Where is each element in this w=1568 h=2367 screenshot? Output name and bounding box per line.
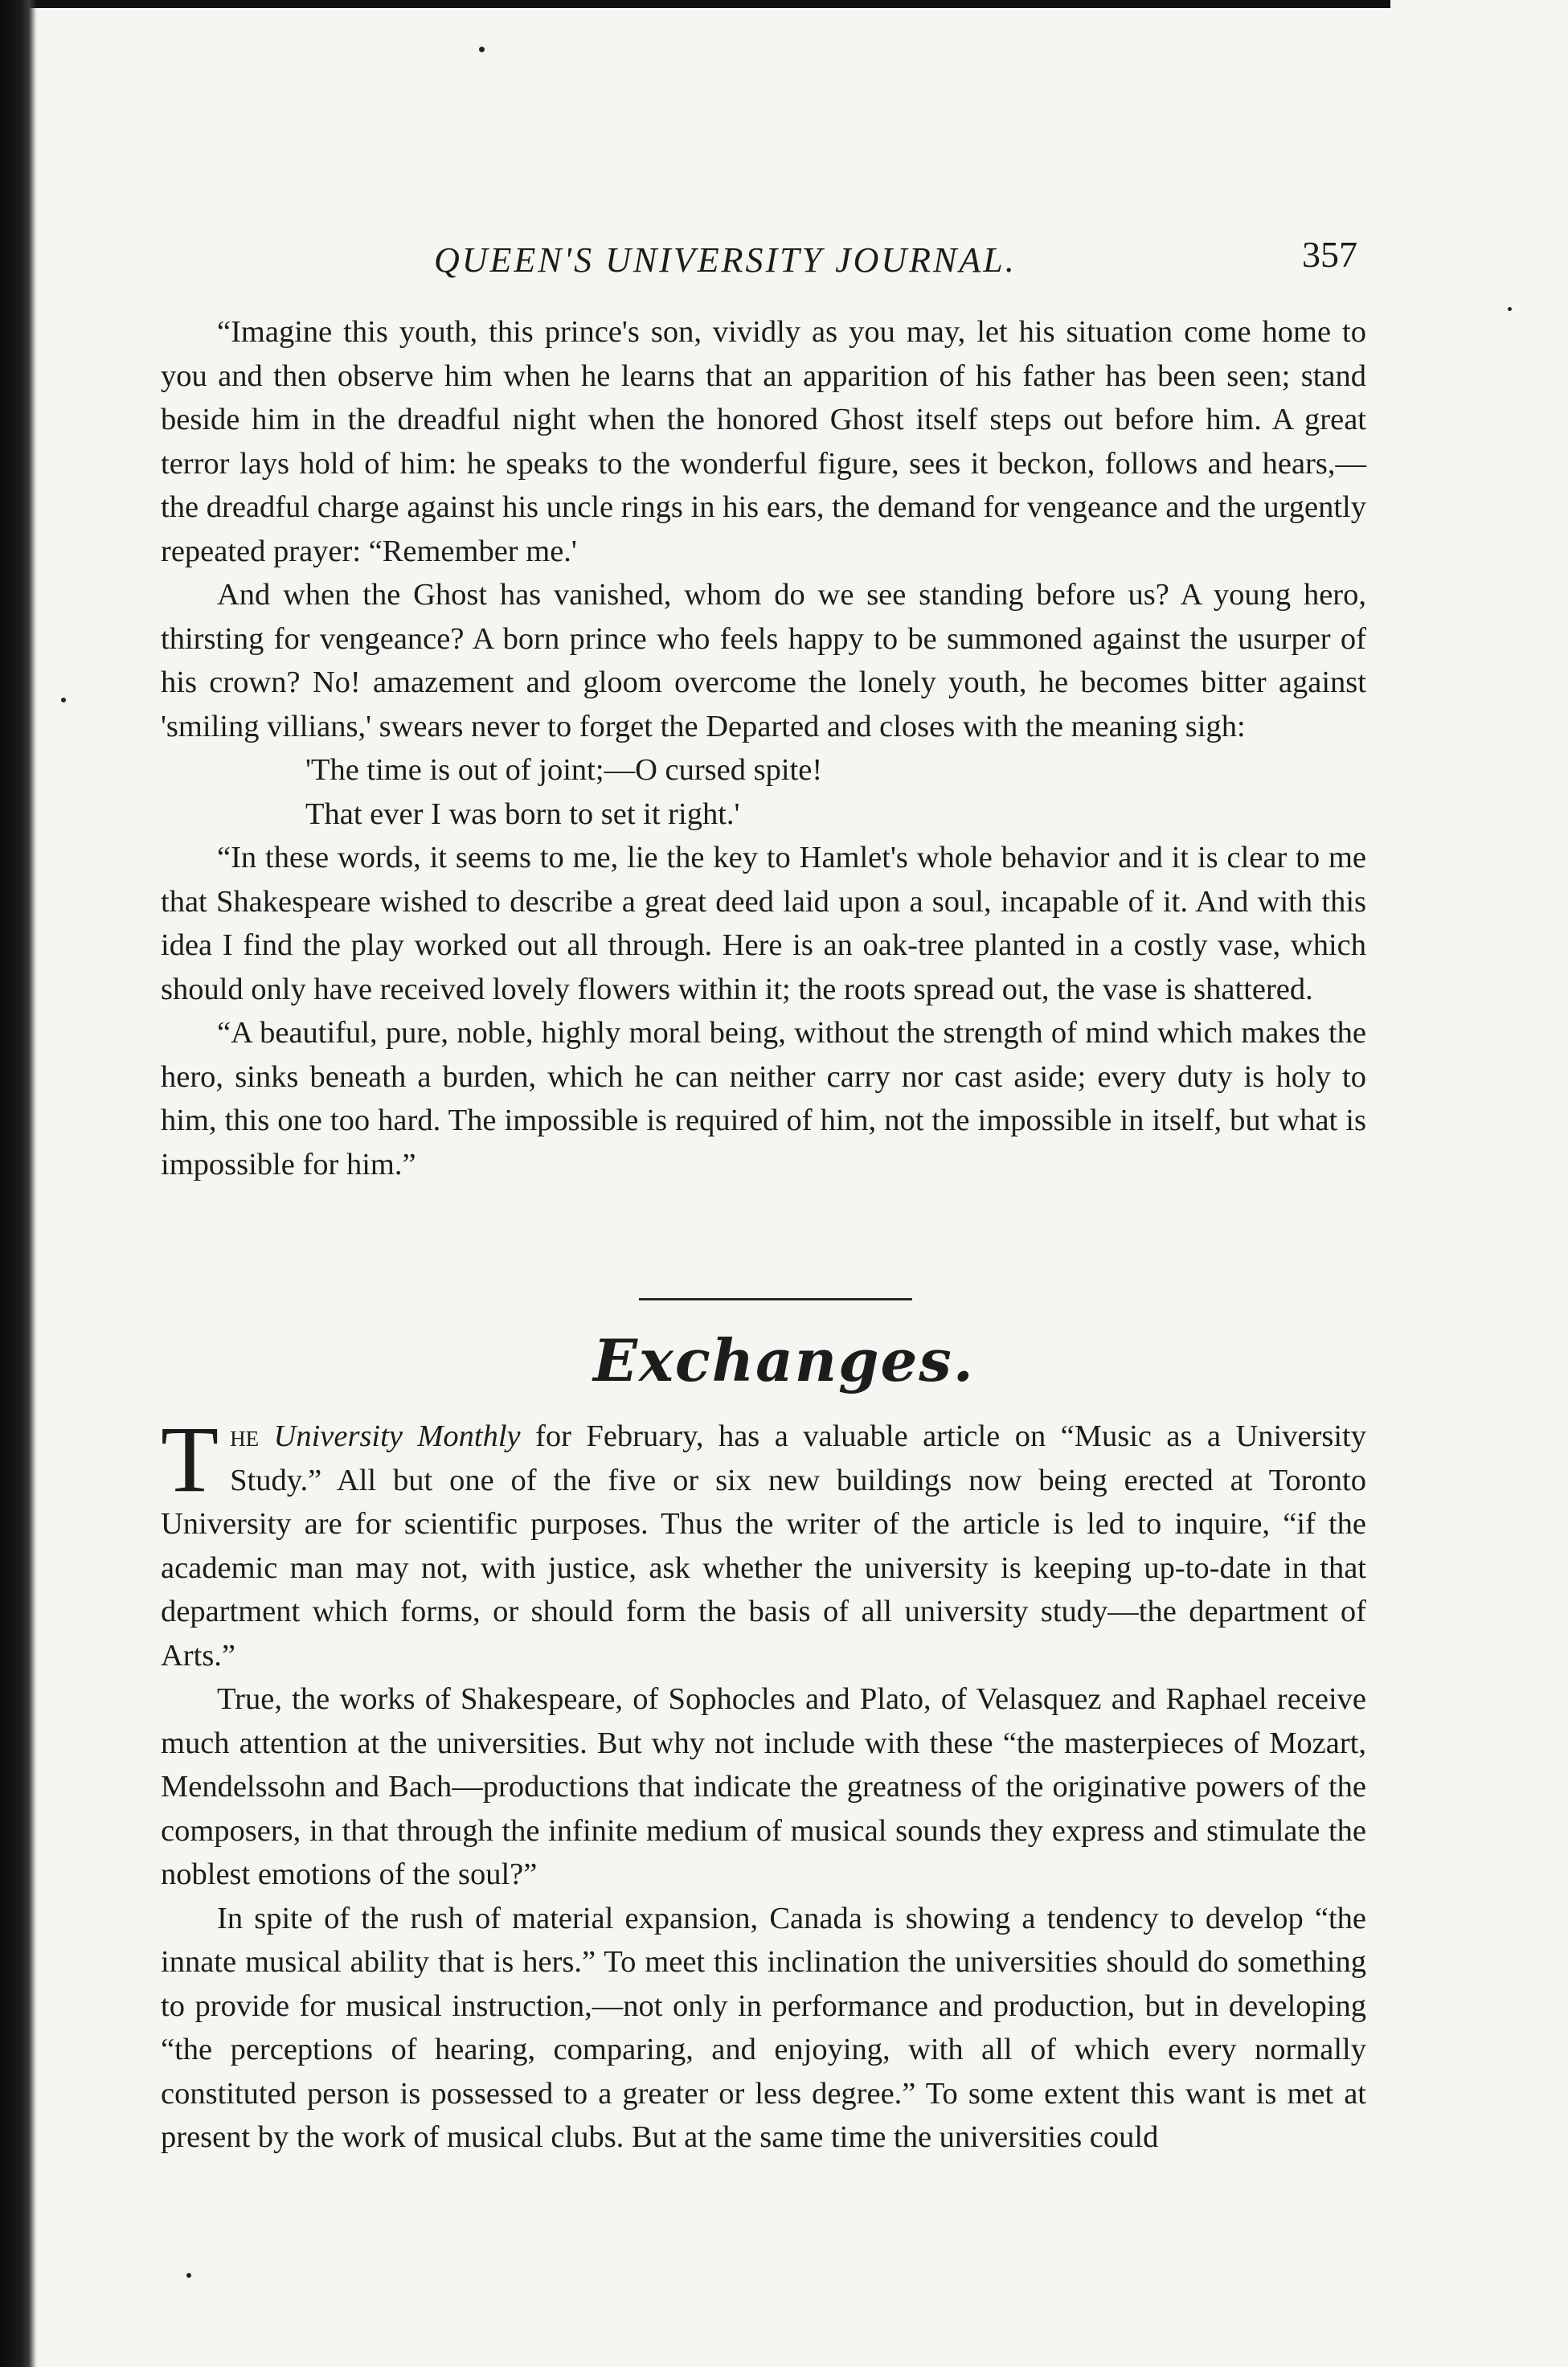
verse-line: That ever I was born to set it right.' (305, 797, 740, 831)
scan-speck (1508, 307, 1512, 311)
lead-paragraph (161, 1407, 1366, 1677)
scan-speck (61, 698, 66, 702)
journal-title: University Monthly (273, 1419, 521, 1453)
scan-speck (479, 47, 485, 52)
page-number: 357 (1302, 234, 1357, 275)
paragraph: True, the works of Shakespeare, of Sophocles and Plato, of Velasquez and Raphael receive much attention at the universities. But why not include with these “the masterpieces of Mozart, Mendelssohn and Bach—productions that indicate the greatness of the originative powers of the composers, in that through the infinite medium of musical sounds they express and stimulate the noblest emotions of the soul?” (161, 1682, 1366, 1891)
section-title-exchanges: Exchanges. (593, 1326, 975, 1394)
hamlet-passage (161, 310, 1366, 1186)
scan-binding-shadow (0, 0, 37, 2367)
running-title: QUEEN'S UNIVERSITY JOURNAL. (434, 240, 1017, 280)
paragraph: “A beautiful, pure, noble, highly moral being, without the strength of mind which makes the hero, sinks beneath a burden, which he can neither carry nor cast aside; every duty is holy to him, this one too hard. The impossible is required of him, not the impossible in itself, but what is impossible for him.” (161, 1016, 1366, 1181)
verse-line: 'The time is out of joint;—O cursed spite! (305, 753, 823, 787)
section-divider (639, 1298, 912, 1300)
scan-speck (186, 2273, 191, 2278)
drop-cap: T (161, 1407, 219, 1512)
exchanges-section (161, 1407, 1366, 2160)
paragraph: In spite of the rush of material expansion, Canada is showing a tendency to develop “the innate musical ability that is hers.” To meet this inclination the universities should do something to provide for musical instruction,—not only in performance and production, but in developing “the perceptions of hearing, comparing, and enjoying, with all of which every normally constituted person is possessed to a greater or less degree.” To some extent this want is met at present by the work of musical clubs. But at the same time the universities could (161, 1901, 1366, 2154)
paragraph: “In these words, it seems to me, lie the key to Hamlet's whole behavior and it is clear to me that Shakespeare wished to describe a great deed laid upon a soul, incapable of it. And with this idea I find the play worked out all through. Here is an oak-tree planted in a costly vase, which should only have received lovely flowers within it; the roots spread out, the vase is shattered. (161, 841, 1366, 1006)
lead-text: for February, has a valuable article on “Music as a University Study.” All but one of the five or six new buildings now being erected at Toronto University are for scientific purposes. Thus the writer of the article is led to inquire, “if the academic man may not, with justice, ask whether the university is keeping up-to-date in that department which forms, or should form the basis of all university study—the department of Arts.” (161, 1419, 1366, 1673)
lead-smallcaps: he (230, 1419, 260, 1453)
page-header (161, 233, 1357, 297)
scan-top-edge (24, 0, 1390, 8)
paragraph: “Imagine this youth, this prince's son, vividly as you may, let his situation come home to you and then observe him when he learns that an apparition of his father has been seen; stand beside him in the dreadful night when the honored Ghost itself steps out before him. A great terror lays hold of him: he speaks to the wonderful figure, sees it beckon, follows and hears,—the dreadful charge against his uncle rings in his ears, the demand for vengeance and the urgently repeated prayer: “Remember me.' (161, 315, 1366, 568)
paragraph: And when the Ghost has vanished, whom do we see standing before us? A young hero, thirsting for vengeance? A born prince who feels happy to be summoned against the usurper of his crown? No! amazement and gloom overcome the lonely youth, he becomes bitter against 'smiling villians,' swears never to forget the Departed and closes with the meaning sigh: (161, 578, 1366, 743)
